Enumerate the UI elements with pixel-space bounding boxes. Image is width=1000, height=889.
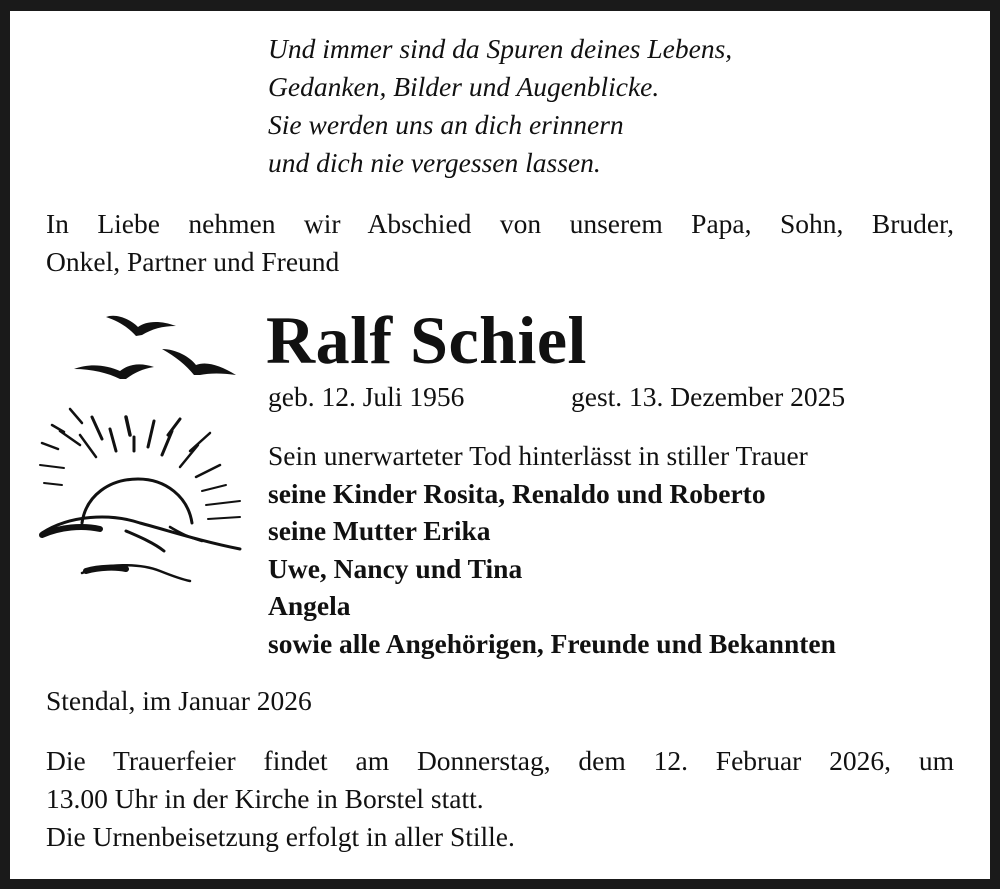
intro-line: In Liebe nehmen wir Abschied von unserem Papa, Sohn, Bruder,	[46, 208, 954, 239]
mourners-lead: Sein unerwarteter Tod hinterlässt in stiller Trauer	[268, 440, 808, 471]
mourner-line: Angela	[268, 590, 351, 621]
mourner-line: seine Kinder Rosita, Renaldo und Roberto	[268, 477, 766, 509]
intro-line: Onkel, Partner und Freund	[46, 246, 340, 277]
bird-icon	[162, 349, 236, 375]
mourner-line: seine Mutter Erika	[268, 515, 491, 546]
memorial-poem	[268, 30, 732, 182]
death-date: gest. 13. Dezember 2025	[571, 381, 846, 412]
birth-date: geb. 12. Juli 1956	[268, 381, 465, 412]
funeral-line: Die Trauerfeier findet am Donnerstag, dem 12. Februar 2026, um	[46, 745, 954, 776]
life-dates	[268, 380, 846, 414]
funeral-line: 13.00 Uhr in der Kirche in Borstel statt.	[46, 783, 484, 814]
bird-icon	[106, 316, 176, 336]
poem-line: und dich nie vergessen lassen.	[268, 147, 601, 178]
place-and-date: Stendal, im Januar 2026	[46, 685, 312, 716]
mourners-list	[268, 437, 836, 662]
funeral-line: Die Urnenbeisetzung erfolgt in aller Stille.	[46, 821, 515, 852]
mourner-line: sowie alle Angehörigen, Freunde und Bekannten	[268, 627, 836, 659]
poem-line: Gedanken, Bilder und Augenblicke.	[268, 71, 660, 102]
bird-icon	[74, 364, 154, 379]
farewell-intro	[46, 205, 954, 281]
mourner-line: Uwe, Nancy und Tina	[268, 552, 523, 584]
poem-line: Und immer sind da Spuren deines Lebens,	[268, 33, 733, 64]
poem-line: Sie werden uns an dich erinnern	[268, 109, 624, 140]
birds-and-sunset-icon	[30, 305, 245, 590]
funeral-details	[46, 742, 954, 856]
deceased-name: Ralf Schiel	[266, 302, 587, 378]
